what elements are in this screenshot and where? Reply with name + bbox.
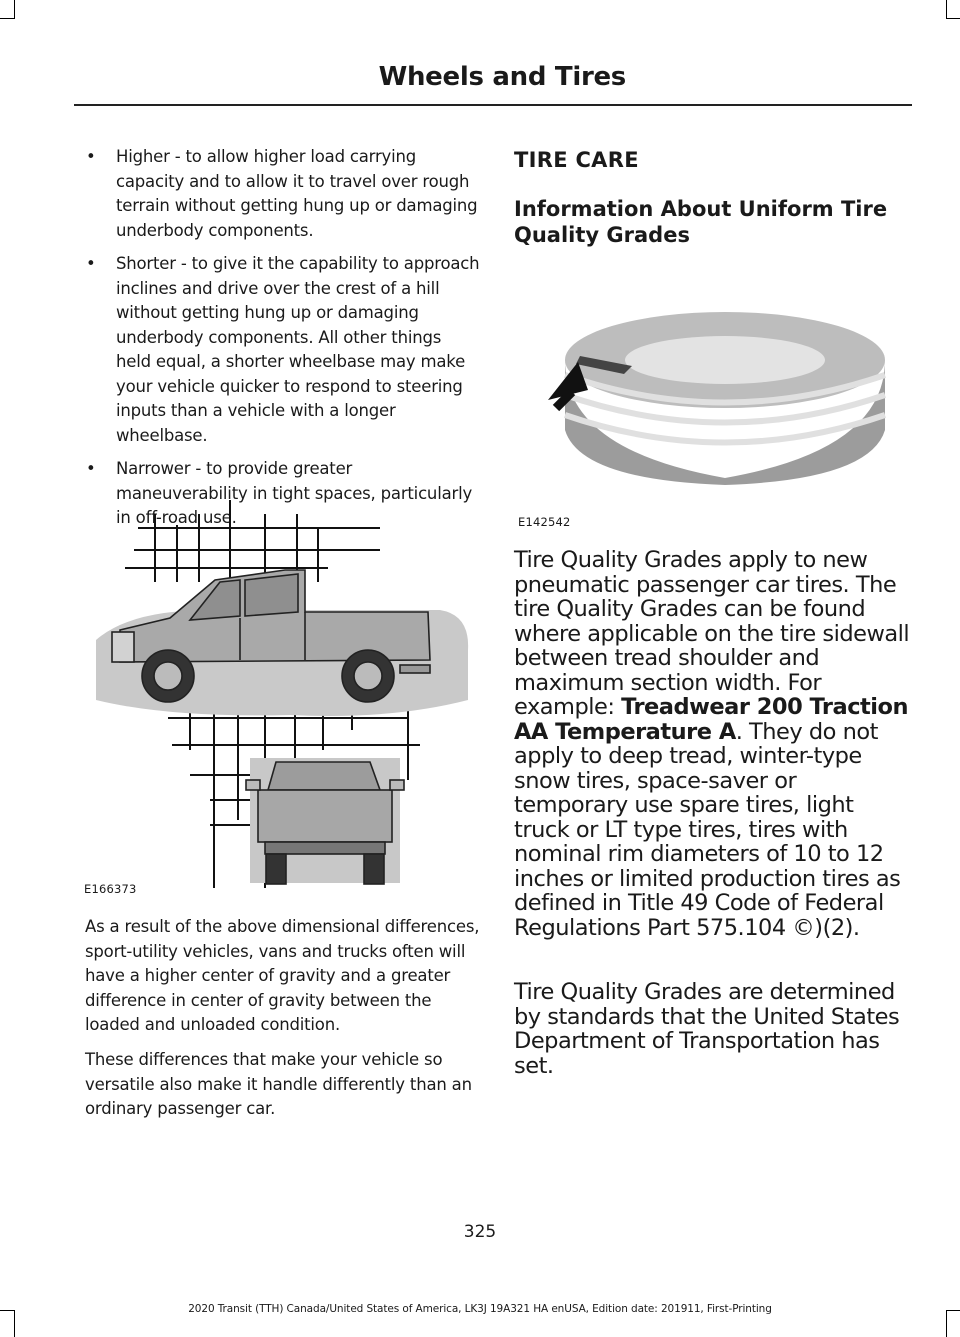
tire-sidewall-figure — [520, 300, 898, 510]
subsection-title: Information About Uniform Tire Quality Grades — [514, 197, 888, 247]
truck-rear-view — [246, 758, 404, 884]
footer-text: 2020 Transit (TTH) Canada/United States of America, LK3J 19A321 HA enUSA, Edition date: 201911, First-Printing — [188, 1303, 772, 1315]
paragraph-lead-text: Tire Quality Grades apply to new pneumatic passenger car tires. The tire Quality Grades can be found where applicable on the tire sidewall between tread shoulder and maximum section width. For example: — [514, 547, 910, 720]
bullet-marker: • — [86, 147, 96, 166]
bullet-marker: • — [86, 254, 96, 273]
body-paragraph: Tire Quality Grades are determined by standards that the United States Department of Transportation has set. — [514, 979, 900, 1079]
body-paragraph — [514, 548, 912, 940]
paragraph-tail-text: . They do not apply to deep tread, winter-type snow tires, space-saver or temporary use spare tires, light truck or LT type tires, tires with nominal rim diameters of 10 to 12 inches or limited production tires as defined in Title 49 Code of Federal Regulations Part 575.104 ©)(2). — [514, 718, 901, 941]
example-grades: Treadwear 200 Traction AA Temperature A — [514, 694, 908, 745]
truck-dimensions-figure — [90, 500, 472, 895]
left-column — [60, 145, 480, 540]
figure-code: E166373 — [84, 882, 137, 896]
body-paragraph: These differences that make your vehicle so versatile also make it handle differently than an ordinary passenger car. — [85, 1050, 472, 1118]
bullet-list — [60, 145, 480, 531]
crop-mark — [0, 18, 15, 19]
crop-mark — [14, 0, 15, 18]
body-paragraph: As a result of the above dimensional differences, sport-utility vehicles, vans and trucks often will have a higher center of gravity and a greater difference in center of gravity between the loaded and unloaded condition. — [85, 917, 480, 1034]
bullet-text: Higher - to allow higher load carrying capacity and to allow it to travel over rough terrain without getting hung up or damaging underbody components. — [116, 147, 478, 240]
bullet-text: Shorter - to give it the capability to approach inclines and drive over the crest of a hill without getting hung up or damaging underbody components. All other things held equal, a shorter wheelbase may make your vehicle quicker to respond to steering inputs than a vehicle with a longer wheelbase. — [116, 254, 480, 445]
crop-mark — [946, 18, 960, 19]
figure-code: E142542 — [518, 515, 571, 529]
page-title: Wheels and Tires — [378, 62, 626, 92]
bullet-text: Narrower - to provide greater maneuverability in tight spaces, particularly in off-road use. — [116, 459, 473, 527]
list-item — [60, 252, 480, 448]
crop-mark — [946, 0, 947, 18]
page-number: 325 — [463, 1222, 497, 1242]
title-rule — [74, 104, 912, 106]
list-item — [60, 145, 480, 243]
section-title: TIRE CARE — [514, 148, 639, 172]
bullet-marker: • — [86, 459, 96, 478]
